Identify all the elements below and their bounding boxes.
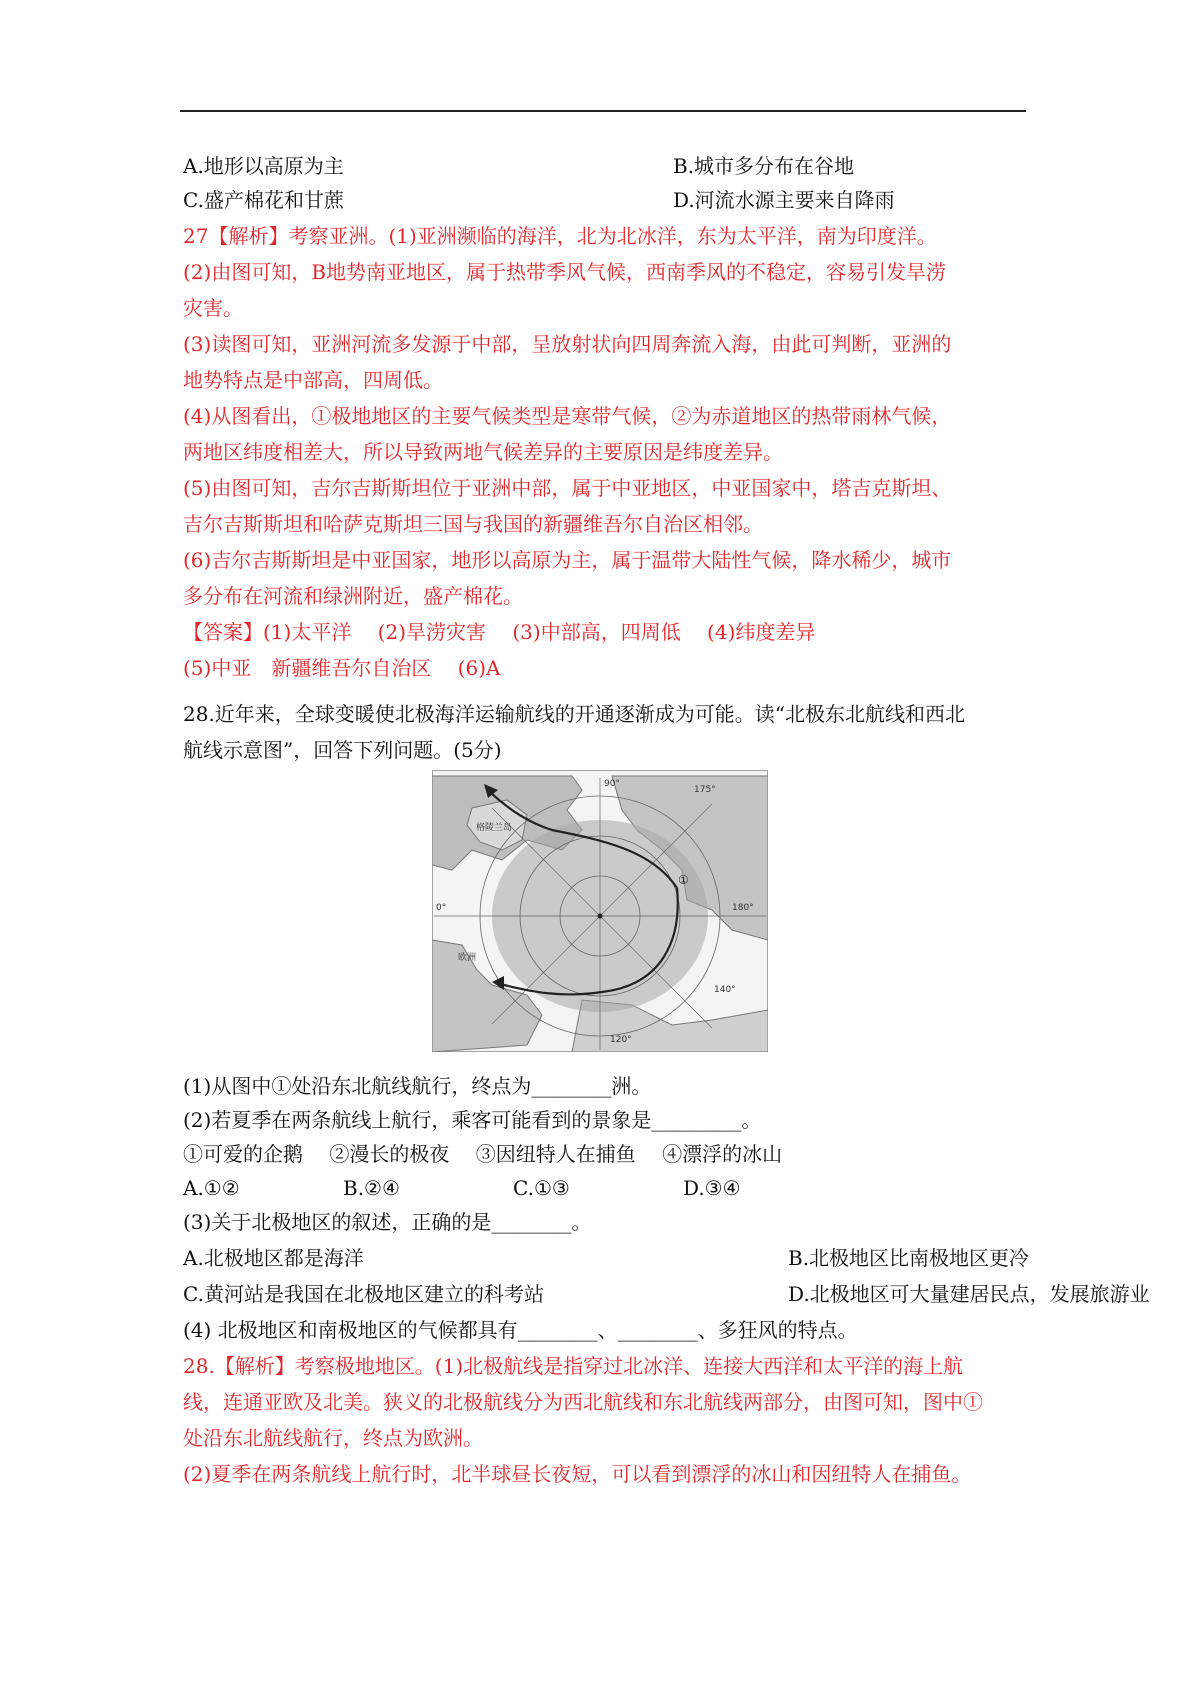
q28-sub2-option-b: B.②④	[343, 1176, 400, 1200]
map-label-greenland: 格陵兰岛	[476, 823, 513, 833]
map-label-right: 180°	[732, 903, 754, 913]
map-label-bottom-right: 140°	[714, 985, 736, 995]
q28-sub4: (4) 北极地区和南极地区的气候都具有________、________、多狂风的特点。	[183, 1318, 858, 1342]
q28-analysis-p2: (2)夏季在两条航线上航行时，北半球昼长夜短，可以看到漂浮的冰山和因纽特人在捕鱼。	[183, 1462, 972, 1486]
q28-stem-line2: 航线示意图”，回答下列问题。(5分)	[183, 738, 502, 762]
q27-option-a: A.地形以高原为主	[183, 154, 344, 178]
q28-sub2: (2)若夏季在两条航线上航行，乘客可能看到的景象是_________。	[183, 1108, 762, 1132]
q27-option-c: C.盛产棉花和甘蔗	[183, 188, 344, 212]
q28-sub3-option-d: D.北极地区可大量建居民点，发展旅游业	[788, 1282, 1150, 1306]
q28-sub2-items: ①可爱的企鹅 ②漫长的极夜 ③因纽特人在捕鱼 ④漂浮的冰山	[183, 1142, 783, 1166]
q27-analysis-p3b: 地势特点是中部高，四周低。	[183, 368, 443, 392]
q27-analysis-p6a: (6)吉尔吉斯斯坦是中亚国家，地形以高原为主，属于温带大陆性气候，降水稀少，城市	[183, 548, 952, 572]
q27-option-d: D.河流水源主要来自降雨	[673, 188, 895, 212]
map-label-europe: 欧洲	[458, 953, 477, 963]
map-label-point-1: ①	[678, 873, 689, 887]
q27-analysis-p4a: (4)从图看出，①极地地区的主要气候类型是寒带气候，②为赤道地区的热带雨林气候，	[183, 404, 952, 428]
q28-sub1: (1)从图中①处沿东北航线航行，终点为________洲。	[183, 1074, 652, 1098]
q27-options-row2	[183, 188, 895, 212]
q27-options-row1	[183, 154, 855, 178]
q27-option-b: B.城市多分布在谷地	[673, 154, 855, 178]
q27-analysis-p2a: (2)由图可知，B地势南亚地区，属于热带季风气候，西南季风的不稳定，容易引发旱涝	[183, 260, 947, 284]
q27-analysis-p5a: (5)由图可知，吉尔吉斯斯坦位于亚洲中部，属于中亚地区，中亚国家中，塔吉克斯坦、	[183, 476, 952, 500]
map-label-left: 0°	[436, 903, 447, 913]
q28-sub3-option-b: B.北极地区比南极地区更冷	[788, 1246, 1030, 1270]
q27-answer-line2: (5)中亚 新疆维吾尔自治区 (6)A	[183, 656, 501, 680]
q27-analysis-p3a: (3)读图可知，亚洲河流多发源于中部，呈放射状向四周奔流入海，由此可判断，亚洲的	[183, 332, 952, 356]
q28-sub2-option-a: A.①②	[183, 1176, 240, 1200]
q28-analysis-p1c: 处沿东北航线航行，终点为欧洲。	[183, 1426, 483, 1450]
q27-analysis-p5b: 吉尔吉斯斯坦和哈萨克斯坦三国与我国的新疆维吾尔自治区相邻。	[183, 512, 763, 536]
q28-sub3-option-c: C.黄河站是我国在北极地区建立的科考站	[183, 1282, 544, 1306]
q28-sub2-option-c: C.①③	[513, 1176, 570, 1200]
q27-answer-line1: 【答案】(1)太平洋 (2)旱涝灾害 (3)中部高，四周低 (4)纬度差异	[183, 620, 816, 644]
map-label-top-right: 175°	[694, 785, 716, 795]
header-rule	[180, 110, 1026, 112]
q28-sub2-option-d: D.③④	[683, 1176, 741, 1200]
q28-sub3-options-row2	[183, 1282, 1150, 1306]
q28-analysis-p1b: 线，连通亚欧及北美。狭义的北极航线分为西北航线和东北航线两部分，由图可知，图中①	[183, 1390, 983, 1414]
map-label-top: 90°	[604, 779, 620, 789]
map-north-pole-dot	[598, 914, 603, 919]
q28-analysis-p1a: 28.【解析】考察极地地区。(1)北极航线是指穿过北冰洋、连接大西洋和太平洋的海上航	[183, 1354, 964, 1378]
q27-analysis-p4b: 两地区纬度相差大，所以导致两地气候差异的主要原因是纬度差异。	[183, 440, 783, 464]
q28-sub3-options-row1	[183, 1246, 1030, 1270]
q28-sub3-option-a: A.北极地区都是海洋	[183, 1246, 364, 1270]
q28-stem-line1: 28.近年来，全球变暖使北极海洋运输航线的开通逐渐成为可能。读“北极东北航线和西北	[183, 702, 966, 726]
q27-analysis-p1: 27【解析】考察亚洲。(1)亚洲濒临的海洋，北为北冰洋，东为太平洋，南为印度洋。	[183, 224, 937, 248]
arctic-route-map	[432, 770, 768, 1052]
q27-analysis-p2b: 灾害。	[183, 296, 243, 320]
q27-analysis-p6b: 多分布在河流和绿洲附近，盛产棉花。	[183, 584, 523, 608]
map-label-bottom: 120°	[610, 1035, 632, 1045]
q28-sub3: (3)关于北极地区的叙述，正确的是________。	[183, 1210, 592, 1234]
